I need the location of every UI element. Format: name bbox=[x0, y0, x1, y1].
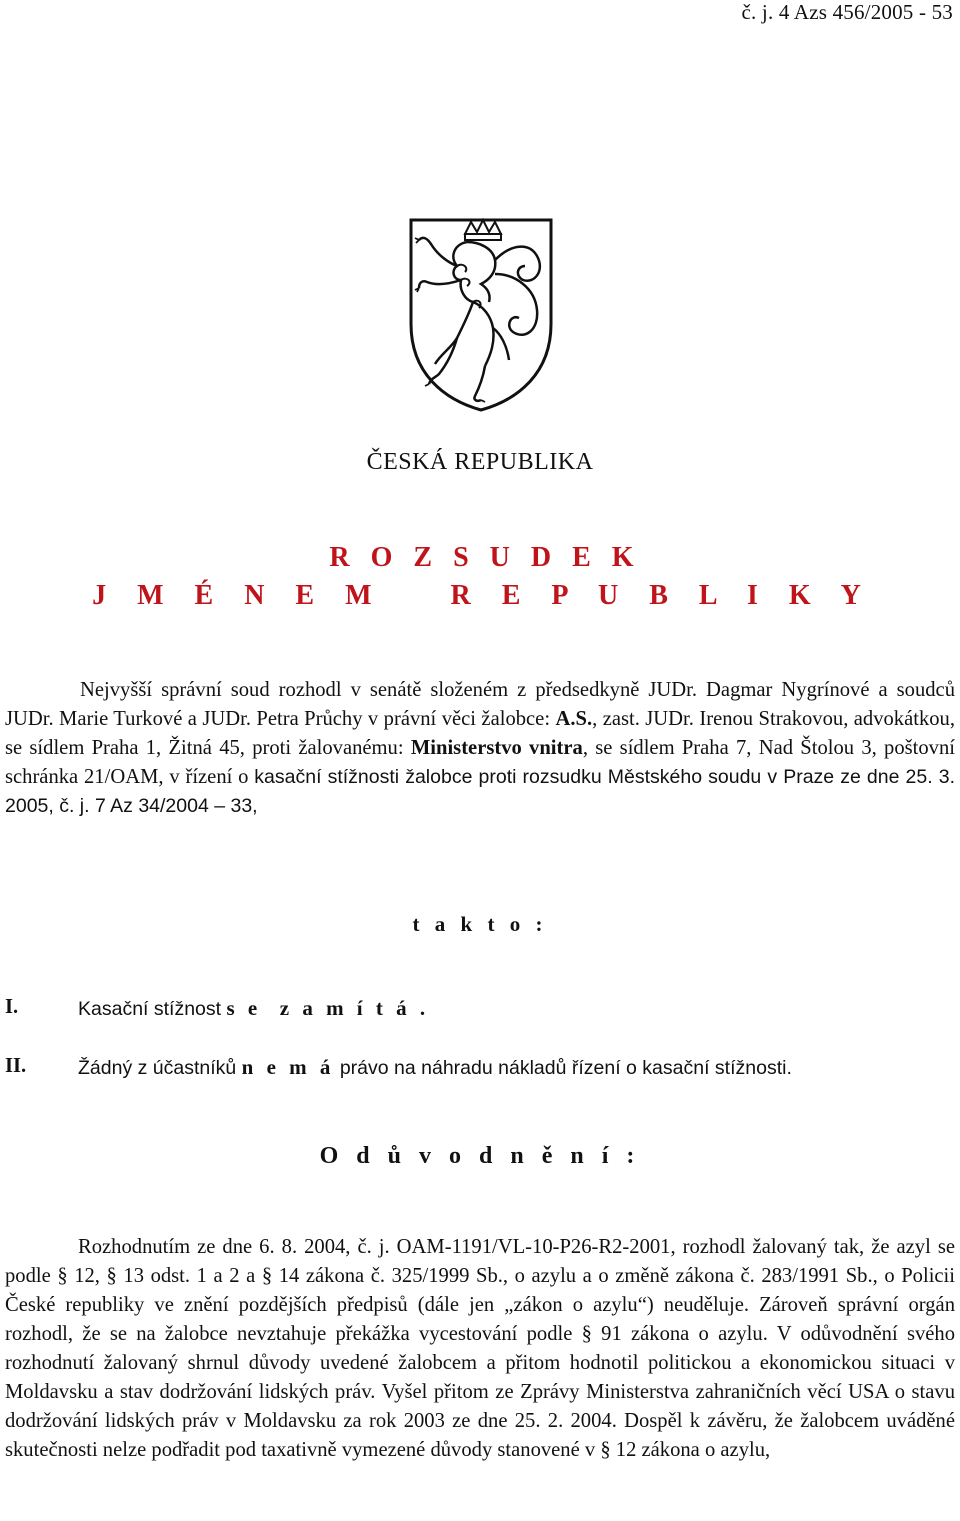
reasoning-text-1: Rozhodnutím ze dne 6. 8. 2004, č. j. OAM-1191/VL-10-P26-R2-2001, bbox=[78, 1236, 676, 1258]
ruling-number: I. bbox=[5, 996, 19, 1018]
case-number: č. j. 4 Azs 456/2005 - 53 bbox=[741, 0, 953, 24]
reasoning-heading: O d ů v o d n ě n í : bbox=[319, 1143, 641, 1169]
reasoning-text-2: rozhodl žalovaný tak, že azyl se podle § 12, § 13 odst. 1 a 2 a § 14 zákona č. 325/1999 Sb., o azylu a o změně zákona č. 283/1991 Sb., o Policii České republiky ve znění pozdějších předpisů (dále jen „zákon o azylu“) neuděluje. Zároveň správní orgán rozhodl, že se na žalobce nevztahuje překážka vycestování podle § 91 zákona o azylu. V odůvodnění svého rozhodnutí žalovaný shrnul důvody uvedené žalobcem a přitom hodnotil politickou a ekonomickou situaci v Moldavsku a stav dodržování lidských práv. Vyšel přitom ze Zprávy Ministerstva zahraničních věcí USA o stavu dodržování lidských práv v Moldavsku za rok 2003 ze dne 25. 2. 2004. Dospěl k závěru, že žalobcem uváděné skutečnosti nelze podřadit pod taxativně vymezené důvody stanovené v § 12 zákona o azylu, bbox=[5, 1236, 955, 1461]
claimant-name: A.S. bbox=[555, 708, 593, 730]
ruling-text bbox=[78, 996, 429, 1021]
verdict-title: R O Z S U D E K bbox=[329, 542, 641, 573]
defendant-name: Ministerstvo vnitra bbox=[410, 737, 583, 759]
ruling-emphasis: s e z a m í t á . bbox=[226, 996, 430, 1020]
ruling-text-before: Kasační stížnost bbox=[78, 998, 227, 1020]
country-name: ČESKÁ REPUBLIKA bbox=[366, 449, 594, 475]
ruling-text-before: Žádný z účastníků bbox=[78, 1057, 242, 1079]
ruling-number: II. bbox=[5, 1055, 27, 1077]
intro-text-4: kasační stížnosti žalobce proti rozsudku Městského soudu v Praze ze dne 25. 3. 2005, č. j. 7 Az 34/2004 – 33, bbox=[5, 766, 956, 817]
intro-paragraph bbox=[5, 676, 955, 821]
intro-text-3: , se sídlem Praha 7, Nad Štolou 3, poštovní schránka 21/OAM, v řízení o bbox=[5, 737, 955, 788]
reasoning-paragraph bbox=[5, 1233, 955, 1465]
ruling-text bbox=[78, 1055, 792, 1080]
intro-text-2: , zast. JUDr. Irenou Strakovou, advokátkou, se sídlem Praha 1, Žitná 45, proti žalovanému: bbox=[5, 708, 956, 759]
takto-heading: t a k t o : bbox=[412, 912, 548, 936]
verdict-subtitle: J M É N E M R E P U B L I K Y bbox=[92, 580, 868, 611]
intro-text-1: Nejvyšší správní soud rozhodl v senátě složeném z předsedkyně JUDr. Dagmar Nygrínové a soudců JUDr. Marie Turkové a JUDr. Petra Průchy v právní věci žalobce: bbox=[5, 679, 955, 730]
ruling-text-after: právo na náhradu nákladů řízení o kasační stížnosti. bbox=[334, 1057, 792, 1079]
ruling-emphasis: n e m á bbox=[241, 1055, 335, 1079]
coat-of-arms-icon bbox=[407, 214, 555, 414]
